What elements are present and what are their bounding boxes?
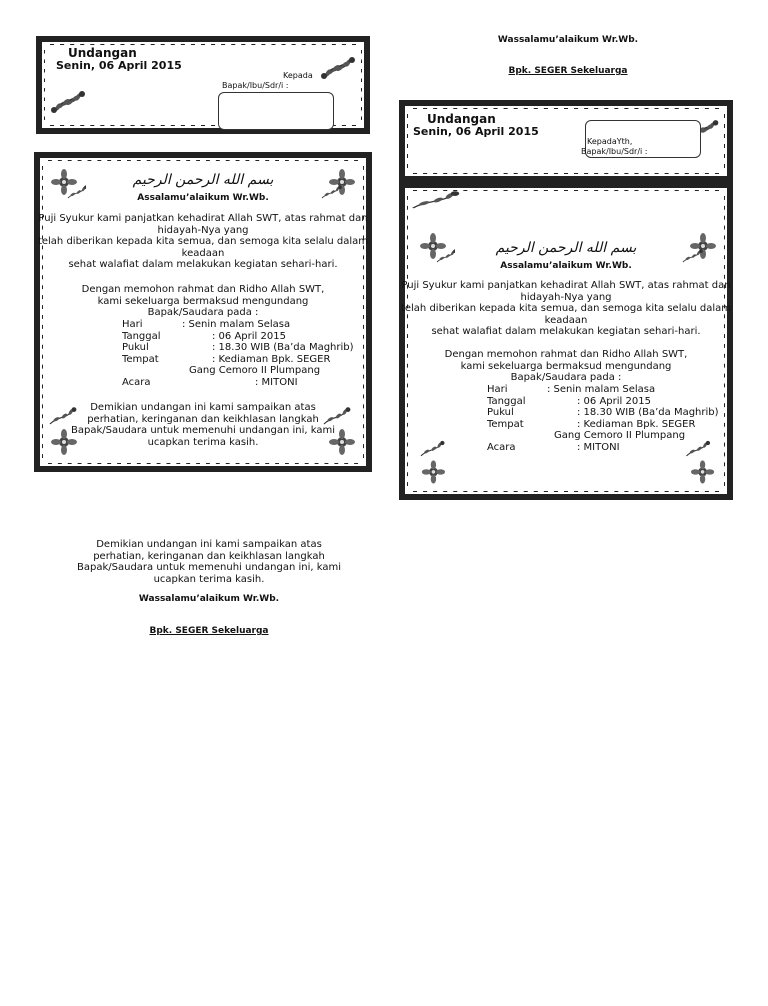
detail-row-event: Acara : MITONI [122, 376, 298, 388]
basmalah-calligraphy-right: بسم الله الرحمن الرحيم [495, 240, 637, 256]
detail-row-date: Tanggal : 06 April 2015 [122, 330, 286, 342]
envelope-title-right: Undangan [427, 112, 496, 126]
paragraph-invite: Dengan memohon rahmat dan Ridho Allah SWT, kami sekeluarga bermaksud mengundang Bapak/Saudara pada : [81, 284, 325, 318]
envelope-kepada: Kepada [283, 71, 313, 80]
paragraph-closing: Demikian undangan ini kami sampaikan atas perhatian, keringanan dan keikhlasan langkah Bapak/Saudara untuk memenuhi undangan ini, kami ucapkan terima kasih. [71, 402, 335, 448]
envelope-card-right [399, 100, 733, 182]
detail-row-event: Acara : MITONI [487, 441, 620, 453]
signature-left: Bpk. SEGER Sekeluarga [149, 626, 269, 636]
detail-row-date: Tanggal : 06 April 2015 [487, 395, 651, 407]
envelope-recipient-label-right: Bapak/Ibu/Sdr/i : [581, 147, 648, 156]
envelope-date-right: Senin, 06 April 2015 [413, 125, 539, 138]
paragraph-closing-continued: Demikian undangan ini kami sampaikan atas perhatian, keringanan dan keikhlasan langkah Bapak/Saudara untuk memenuhi undangan ini, kami ucapkan terima kasih. [77, 539, 341, 585]
detail-row-place: Tempat : Kediaman Bpk. SEGER [122, 353, 331, 365]
detail-row-time: Pukul : 18.30 WIB (Ba’da Maghrib) [122, 342, 354, 353]
farewell-right-top: Wassalamu’alaikum Wr.Wb. [497, 35, 639, 45]
paragraph-intro-right: Puji Syukur kami panjatkan kehadirat Allah SWT, atas rahmat dan hidayah-Nya yang telah diberikan kepada kita semua, dan semoga kita selalu dalam keadaan sehat walafiat dalam melakukan kegiatan sehari-hari. [400, 280, 732, 337]
flower-ornament-icon [415, 438, 459, 488]
recipient-address-box [218, 92, 334, 130]
invitation-letter-left [34, 152, 372, 472]
event-details-right [487, 384, 719, 453]
vine-ornament-icon [411, 184, 471, 214]
greeting: Assalamu’alaikum Wr.Wb. [137, 193, 269, 203]
envelope-kepada-yth: KepadaYth, [587, 137, 633, 146]
event-details [122, 319, 354, 388]
greeting-right: Assalamu’alaikum Wr.Wb. [500, 261, 632, 271]
invitation-letter-right [399, 182, 733, 500]
corner-ornament-icon [318, 48, 358, 88]
signature-right-top: Bpk. SEGER Sekeluarga [508, 66, 628, 76]
detail-row-time: Pukul : 18.30 WIB (Ba’da Maghrib) [487, 407, 719, 418]
basmalah-calligraphy: بسم الله الرحمن الرحيم [132, 172, 274, 188]
detail-row-place: Tempat : Kediaman Bpk. SEGER [487, 418, 696, 430]
detail-row-address: Gang Cemoro II Plumpang [554, 430, 686, 441]
farewell-left: Wassalamu’alaikum Wr.Wb. [138, 594, 280, 604]
envelope-date: Senin, 06 April 2015 [56, 59, 182, 72]
envelope-recipient-label: Bapak/Ibu/Sdr/i : [222, 81, 289, 90]
detail-row-address: Gang Cemoro II Plumpang [189, 365, 321, 376]
envelope-title: Undangan [68, 46, 137, 60]
envelope-card-left [36, 36, 370, 134]
detail-row-day: Hari : Senin malam Selasa [487, 384, 656, 395]
detail-row-day: Hari : Senin malam Selasa [122, 319, 291, 330]
paragraph-intro: Puji Syukur kami panjatkan kehadirat Allah SWT, atas rahmat dan hidayah-Nya yang telah diberikan kepada kita semua, dan semoga kita selalu dalam keadaan sehat walafiat dalam melakukan kegiatan sehari-hari. [37, 213, 369, 270]
paragraph-invite-right: Dengan memohon rahmat dan Ridho Allah SWT, kami sekeluarga bermaksud mengundang Bapak/Saudara pada : [444, 349, 688, 383]
corner-ornament-icon [48, 82, 88, 122]
